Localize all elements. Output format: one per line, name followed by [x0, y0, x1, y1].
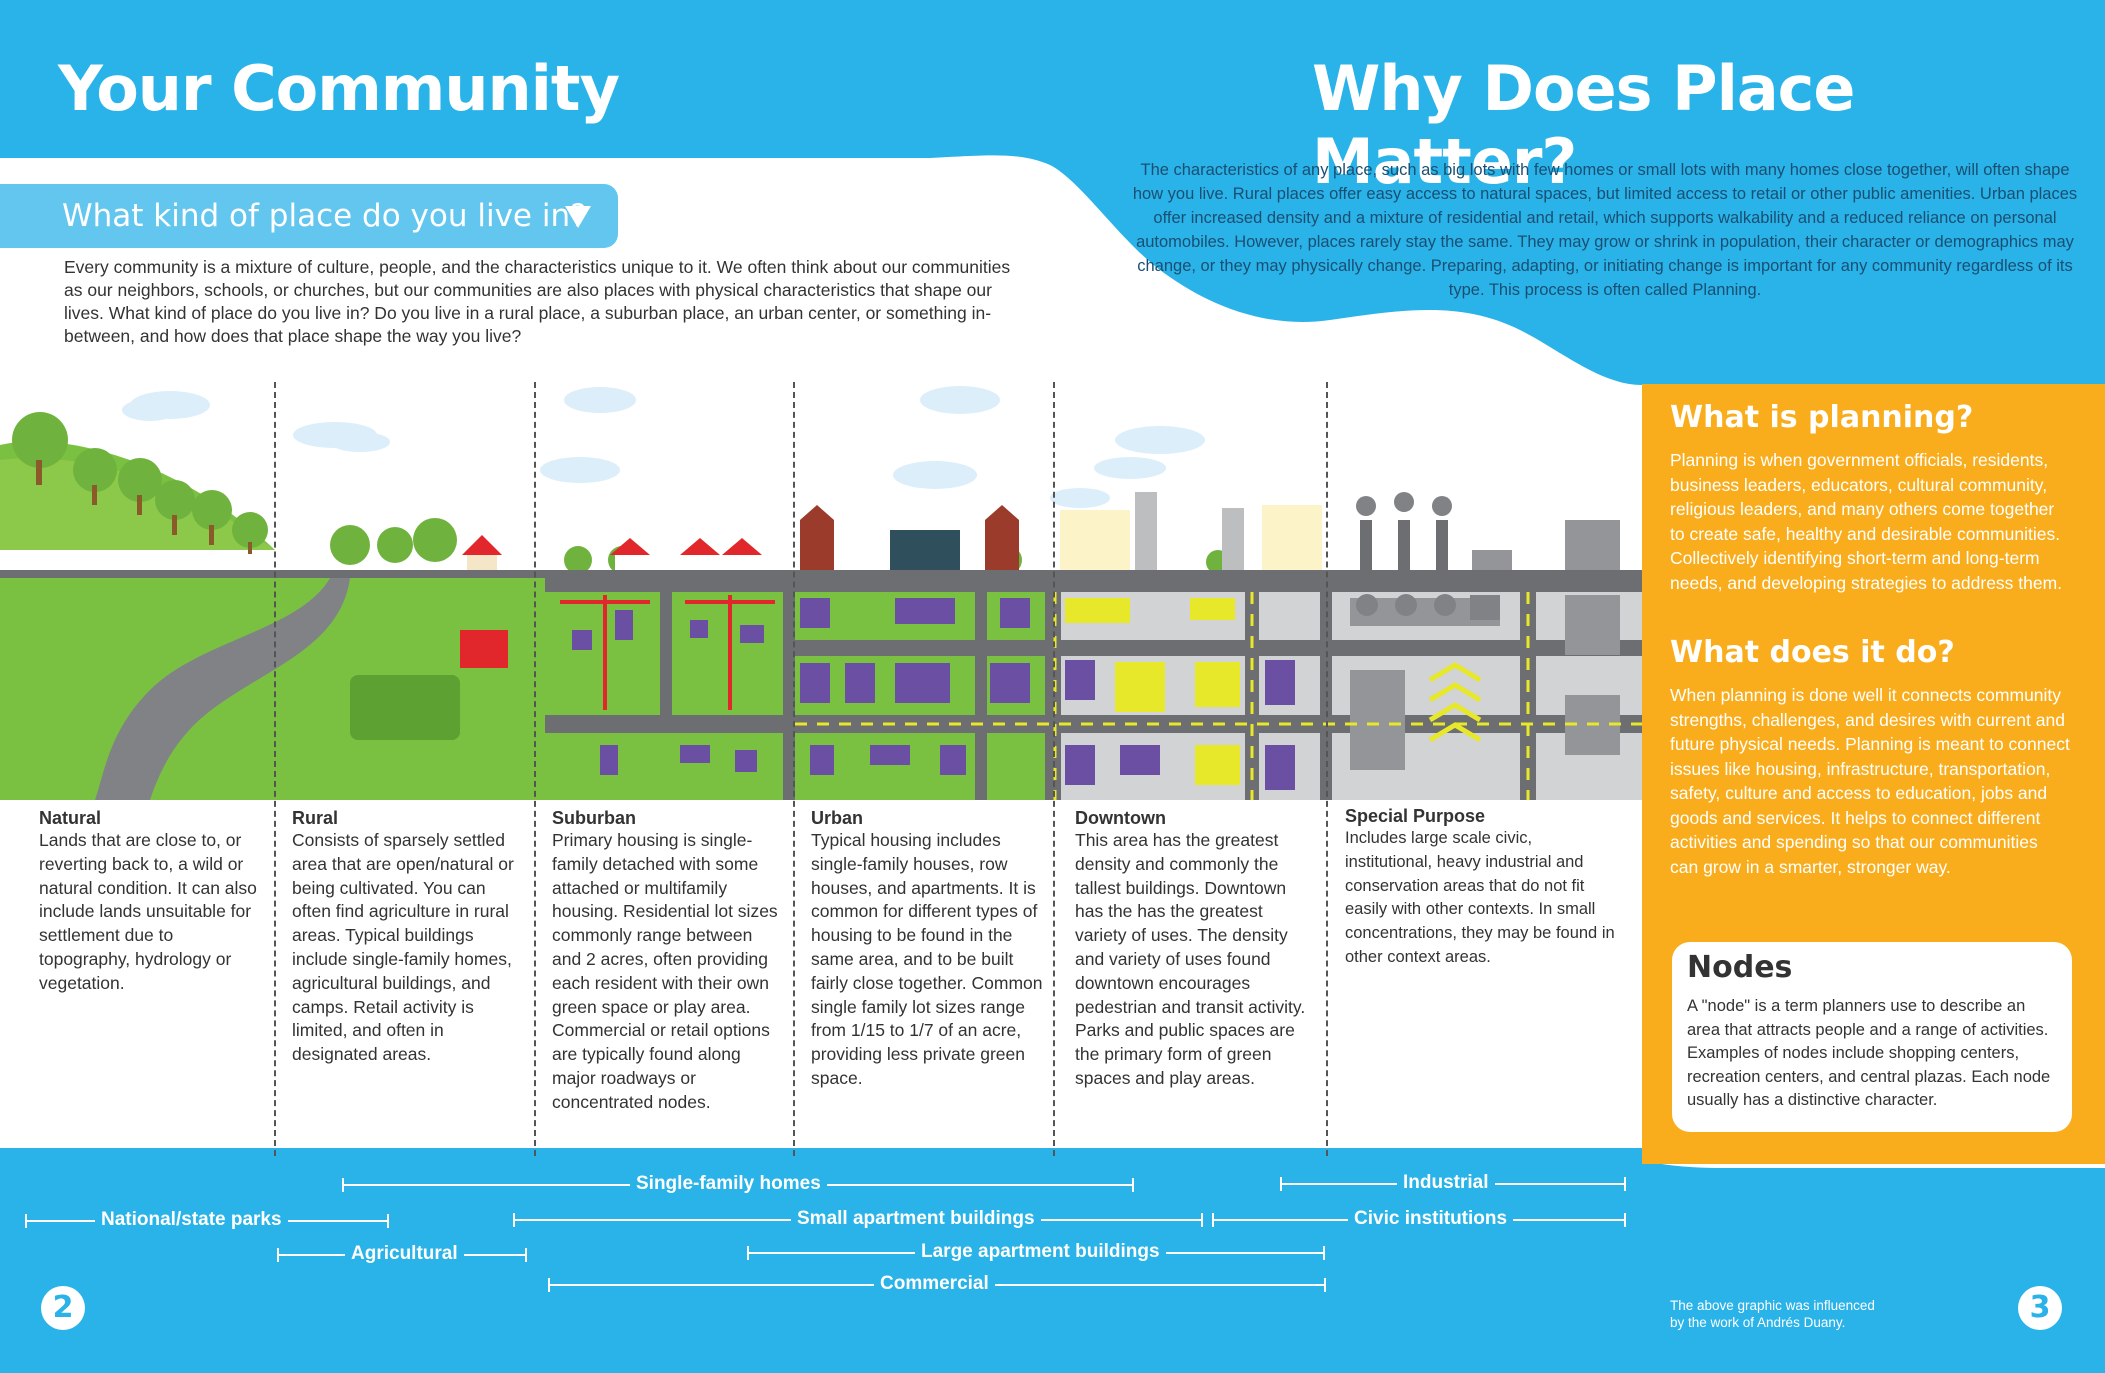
column-text: Includes large scale civic, institutional, heavy industrial and conservation areas that do not fit easily with other contexts. In small concentrations, they may be found in other context areas. [1345, 829, 1615, 966]
range-label: Single-family homes [630, 1173, 827, 1195]
intro-text: Every community is a mixture of culture, people, and the characteristics unique to it. We often think about our communities as our neighbors, schools, or churches, but our communities are also places with physical characteristics that shape our lives. What kind of place do you live in? Do you live in a rural place, a suburban place, an urban center, or something in-between, and how does that place shape the way you live? [64, 257, 1011, 346]
column-heading: Rural [292, 808, 339, 828]
column-rural [292, 808, 524, 1067]
does-heading: What does it do? [1670, 635, 1955, 670]
column-divider [1326, 382, 1328, 1156]
column-divider [534, 382, 536, 1156]
nodes-heading: Nodes [1687, 950, 1793, 985]
does-text: When planning is done well it connects community strengths, challenges, and desires with current and future physical needs. Planning is meant to connect issues like housing, infrastructure, transportation, safety, culture and access to education, jobs and goods and services. It helps to connect different activities and spending so that our communities can grow in a smarter, stronger way. [1670, 685, 2070, 877]
range-national-parks [25, 1209, 389, 1244]
triangle-down-icon [565, 206, 591, 228]
column-text: Consists of sparsely settled area that are open/natural or being cultivated. You can often find agriculture in rural areas. Typical buildings include single-family homes, agricultural buildings, and camps. Retail activity is limited, and often in designated areas. [292, 830, 514, 1065]
range-single-family [342, 1173, 1134, 1208]
column-special-purpose [1345, 806, 1615, 970]
column-divider [793, 382, 795, 1156]
planning-heading: What is planning? [1670, 400, 1974, 435]
credit-text: The above graphic was influenced by the work of Andrés Duany. [1670, 1298, 1875, 1330]
range-label: Agricultural [345, 1243, 464, 1265]
column-divider [274, 382, 276, 1156]
nodes-box [1672, 942, 2072, 1132]
transect-illustration [0, 370, 1642, 800]
column-text: This area has the greatest density and commonly the tallest buildings. Downtown has the has the greatest variety of uses. The density and variety of uses found downtown encourages pedestrian and transit activity. Parks and public spaces are the primary form of green spaces and play areas. [1075, 830, 1306, 1088]
column-natural [39, 808, 267, 996]
range-label: Civic institutions [1348, 1208, 1513, 1230]
range-small-apartments [513, 1208, 1203, 1243]
why-text: The characteristics of any place, such as big lots with few homes or small lots with many homes close together, will often shape how you live. Rural places offer easy access to natural spaces, but limited access to retail or other public amenities. Urban places offer increased density and a mixture of residential and retail, which supports walkability and a reduced reliance on personal automobiles. However, places rarely stay the same. They may grow or shrink in population, their character or demographics may change, or they may physically change. Preparing, adapting, or initiating change is important for any community regardless of its type. This process is often called Planning. [1132, 161, 2078, 299]
column-urban [811, 808, 1043, 1091]
column-heading: Natural [39, 808, 102, 828]
column-heading: Downtown [1075, 808, 1166, 828]
column-heading: Special Purpose [1345, 806, 1486, 826]
column-divider [1053, 382, 1055, 1156]
column-text: Typical housing includes single-family houses, row houses, and apartments. It is common for different types of housing to be found in the same area, and to be built fairly close together. Common single family lot sizes range from 1/15 to 1/7 of an acre, providing less private green space. [811, 830, 1043, 1088]
range-agricultural [277, 1243, 527, 1278]
range-industrial [1280, 1172, 1626, 1207]
page-number-right: 3 [2018, 1286, 2062, 1330]
column-text: Lands that are close to, or reverting back to, a wild or natural condition. It can also include lands unsuitable for settlement due to topography, hydrology or vegetation. [39, 830, 257, 993]
column-heading: Urban [811, 808, 864, 828]
range-label: Commercial [874, 1273, 995, 1295]
range-label: Industrial [1397, 1172, 1495, 1194]
page-title-left: Your Community [58, 52, 619, 125]
page-title-right: Why Does Place Matter? [1312, 52, 1855, 198]
column-heading: Suburban [552, 808, 636, 828]
range-commercial [548, 1273, 1326, 1308]
column-text: Primary housing is single-family detached with some attached or multifamily housing. Residential lot sizes commonly range between and 2 acres, often providing each resident with their own green space or play area. Commercial or retail options are typically found along major roadways or concentrated nodes. [552, 830, 778, 1112]
range-label: Large apartment buildings [915, 1241, 1166, 1263]
range-label: Small apartment buildings [791, 1208, 1041, 1230]
column-suburban [552, 808, 784, 1115]
question-text: What kind of place do you live in? [62, 198, 587, 234]
clouds [122, 386, 1205, 508]
nodes-text: A "node" is a term planners use to describe an area that attracts people and a range of activities. Examples of nodes include shopping centers, recreation centers, and central plazas. Each node usually has a distinctive character. [1687, 997, 2051, 1109]
range-label: National/state parks [95, 1209, 288, 1231]
planning-text: Planning is when government officials, residents, business leaders, educators, cultural community, religious leaders, and many others come together to create safe, healthy and desirable communities. Collectively identifying short-term and long-term needs, and developing strategies to address them. [1670, 450, 2063, 593]
page-number-left: 2 [41, 1286, 85, 1330]
range-large-apartments [747, 1241, 1325, 1276]
range-civic [1212, 1208, 1626, 1243]
column-downtown [1075, 808, 1315, 1091]
question-tab [0, 184, 618, 248]
